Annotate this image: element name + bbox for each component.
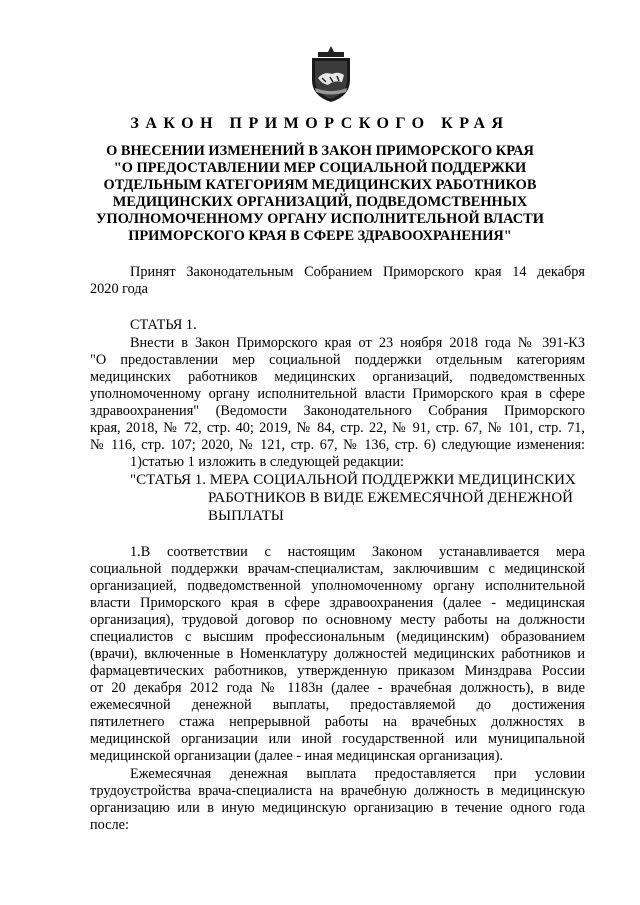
adopted-line: 2020 года bbox=[90, 281, 149, 297]
paragraph-line: трудоустройства врача-специалиста на врачебную должность в медицинскую bbox=[90, 783, 585, 799]
paragraph-line: специалистов с высшим профессиональным (медицинским) образованием bbox=[90, 629, 585, 645]
article-heading: СТАТЬЯ 1. bbox=[130, 317, 197, 333]
paragraph-line: от 20 декабря 2012 года № 1183н (далее - врачебная должность), в виде bbox=[90, 680, 585, 696]
subtitle-line: ОТДЕЛЬНЫМ КАТЕГОРИЯМ МЕДИЦИНСКИХ РАБОТНИКОВ bbox=[103, 177, 537, 193]
subtitle-line: УПОЛНОМОЧЕННОМУ ОРГАНУ ИСПОЛНИТЕЛЬНОЙ ВЛАСТИ bbox=[96, 211, 544, 227]
paragraph-line: ежемесячной денежной выплаты, предоставляемой до достижения bbox=[90, 697, 585, 713]
paragraph-line: организацию или в иную медицинскую организацию в течение одного года bbox=[90, 800, 585, 816]
paragraph-line: медицинской организации или иной государственной или муниципальной bbox=[90, 731, 585, 747]
paragraph-line: пятилетнего стажа непрерывной работы на врачебных должностях в bbox=[90, 714, 585, 730]
coat-of-arms-icon bbox=[304, 44, 358, 104]
article-text-line: здравоохранения" (Ведомости Законодательного Собрания Приморского bbox=[90, 403, 585, 419]
article-text-line: 1)статью 1 изложить в следующей редакции: bbox=[130, 454, 404, 470]
paragraph-line: 1.В соответствии с настоящим Законом устанавливается мера bbox=[130, 544, 585, 560]
quoted-article-heading: РАБОТНИКОВ В ВИДЕ ЕЖЕМЕСЯЧНОЙ ДЕНЕЖНОЙ bbox=[208, 490, 573, 506]
quoted-article-heading: ВЫПЛАТЫ bbox=[208, 508, 284, 524]
article-text-line: № 116, стр. 107; 2020, № 121, стр. 67, № 136, стр. 6) следующие изменения: bbox=[90, 437, 585, 453]
article-text-line: Внести в Закон Приморского края от 23 ноября 2018 года № 391-КЗ bbox=[130, 335, 585, 351]
article-text-line: медицинских работников медицинских организаций, подведомственных bbox=[90, 369, 585, 385]
quoted-article-heading: "СТАТЬЯ 1. МЕРА СОЦИАЛЬНОЙ ПОДДЕРЖКИ МЕДИЦИНСКИХ bbox=[130, 472, 576, 488]
paragraph-line: после: bbox=[90, 817, 129, 833]
law-title: ЗАКОН ПРИМОРСКОГО КРАЯ bbox=[130, 115, 510, 132]
paragraph-line: социальной поддержки врачам-специалистам, заключившим с медицинской bbox=[90, 561, 585, 577]
subtitle-line: "О ПРЕДОСТАВЛЕНИИ МЕР СОЦИАЛЬНОЙ ПОДДЕРЖКИ bbox=[113, 160, 527, 176]
article-text-line: "О предоставлении мер социальной поддержки отдельным категориям bbox=[90, 352, 585, 368]
paragraph-line: власти Приморского края в сфере здравоохранения (далее - медицинская bbox=[90, 595, 585, 611]
paragraph-line: организацией, подведомственной уполномоченному органу исполнительной bbox=[90, 578, 585, 594]
paragraph-line: организация), трудовой договор по основному месту работы на должности bbox=[90, 612, 585, 628]
paragraph-line: медицинской организации (далее - иная медицинская организация). bbox=[90, 748, 504, 764]
paragraph-line: фармацевтических работников, утвержденную приказом Минздрава России bbox=[90, 663, 585, 679]
subtitle-line: МЕДИЦИНСКИХ ОРГАНИЗАЦИЙ, ПОДВЕДОМСТВЕННЫХ bbox=[112, 194, 528, 210]
subtitle-line: О ВНЕСЕНИИ ИЗМЕНЕНИЙ В ЗАКОН ПРИМОРСКОГО КРАЯ bbox=[106, 143, 534, 159]
subtitle-line: ПРИМОРСКОГО КРАЯ В СФЕРЕ ЗДРАВООХРАНЕНИЯ" bbox=[128, 228, 512, 244]
paragraph-line: (врачи), включенные в Номенклатуру должностей медицинских работников и bbox=[90, 646, 585, 662]
paragraph-line: Ежемесячная денежная выплата предоставляется при условии bbox=[130, 766, 585, 782]
adopted-line: Принят Законодательным Собранием Приморского края 14 декабря bbox=[130, 264, 585, 280]
article-text-line: края, 2018, № 72, стр. 40; 2019, № 84, стр. 22, № 91, стр. 67, № 101, стр. 71, bbox=[90, 420, 585, 436]
law-subtitle bbox=[70, 143, 570, 245]
article-text-line: уполномоченному органу исполнительной власти Приморского края в сфере bbox=[90, 386, 585, 402]
